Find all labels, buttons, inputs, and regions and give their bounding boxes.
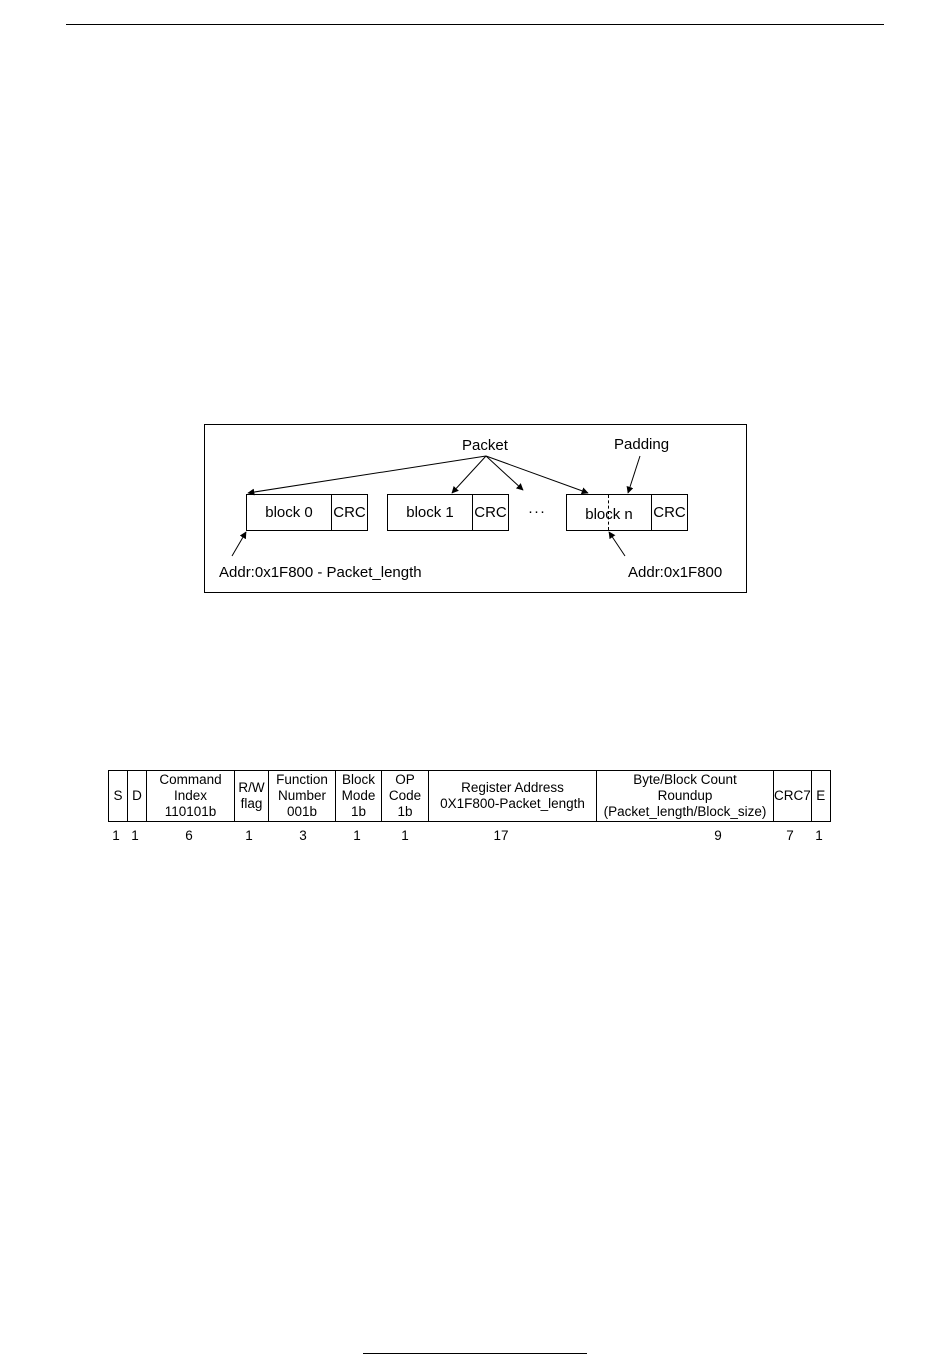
block-1-crc: CRC — [472, 494, 509, 531]
bit-width: 6 — [185, 828, 193, 843]
field-byte-block-count — [597, 771, 774, 822]
arrow-padding — [628, 456, 640, 493]
bit-widths-row — [108, 828, 832, 844]
block-0-crc: CRC — [331, 494, 368, 531]
bit-width: 3 — [299, 828, 307, 843]
field-label: Byte/Block Count Roundup (Packet_length/Block_size) — [603, 772, 767, 819]
packet-label: Packet — [462, 437, 508, 454]
field-label: D — [132, 788, 142, 803]
footer-rule — [363, 1353, 587, 1354]
field-label: S — [113, 788, 123, 803]
bit-width: 1 — [353, 828, 361, 843]
bit-width: 7 — [786, 828, 794, 843]
field-e — [811, 771, 830, 822]
field-d — [128, 771, 147, 822]
end-address-label: Addr:0x1F800 — [628, 564, 723, 581]
start-address-label: Addr:0x1F800 - Packet_length — [219, 564, 422, 581]
field-crc7 — [774, 771, 812, 822]
field-register-address — [429, 771, 597, 822]
field-label: Command Index 110101b — [159, 772, 222, 819]
bit-width: 1 — [815, 828, 823, 843]
field-s — [109, 771, 128, 822]
field-function-number — [269, 771, 336, 822]
bit-width: 1 — [131, 828, 139, 843]
arrow-to-block-n — [486, 456, 588, 493]
field-label: CRC7 — [774, 788, 811, 803]
arrow-to-block-0 — [248, 456, 486, 493]
ellipsis: ··· — [528, 503, 546, 520]
padding-boundary — [608, 495, 609, 530]
bit-width: 9 — [714, 828, 722, 843]
arrow-to-block-1 — [452, 456, 486, 493]
field-label: R/W flag — [238, 780, 265, 811]
field-label: Register Address 0X1F800-Packet_length — [440, 780, 585, 811]
block-0: block 0 — [246, 494, 332, 531]
field-label: Function Number 001b — [276, 772, 328, 819]
bit-width: 1 — [401, 828, 409, 843]
field-label: Block Mode 1b — [341, 772, 376, 819]
arrow-end-addr — [609, 532, 625, 556]
arrow-start-addr — [232, 532, 246, 556]
field-block-mode — [336, 771, 382, 822]
block-n-crc: CRC — [651, 494, 688, 531]
padding-label: Padding — [614, 436, 670, 453]
field-op-code — [382, 771, 429, 822]
field-rw-flag — [235, 771, 269, 822]
field-label: OP Code 1b — [388, 772, 422, 819]
field-label: E — [816, 788, 826, 803]
command-format-table — [108, 770, 831, 822]
arrow-to-ellipsis — [486, 456, 523, 490]
command-fields-row — [109, 771, 831, 822]
bit-width: 1 — [112, 828, 120, 843]
block-1: block 1 — [387, 494, 473, 531]
bit-width: 1 — [245, 828, 253, 843]
bit-width: 17 — [493, 828, 509, 843]
block-n: block n — [566, 494, 652, 531]
field-command-index — [147, 771, 235, 822]
